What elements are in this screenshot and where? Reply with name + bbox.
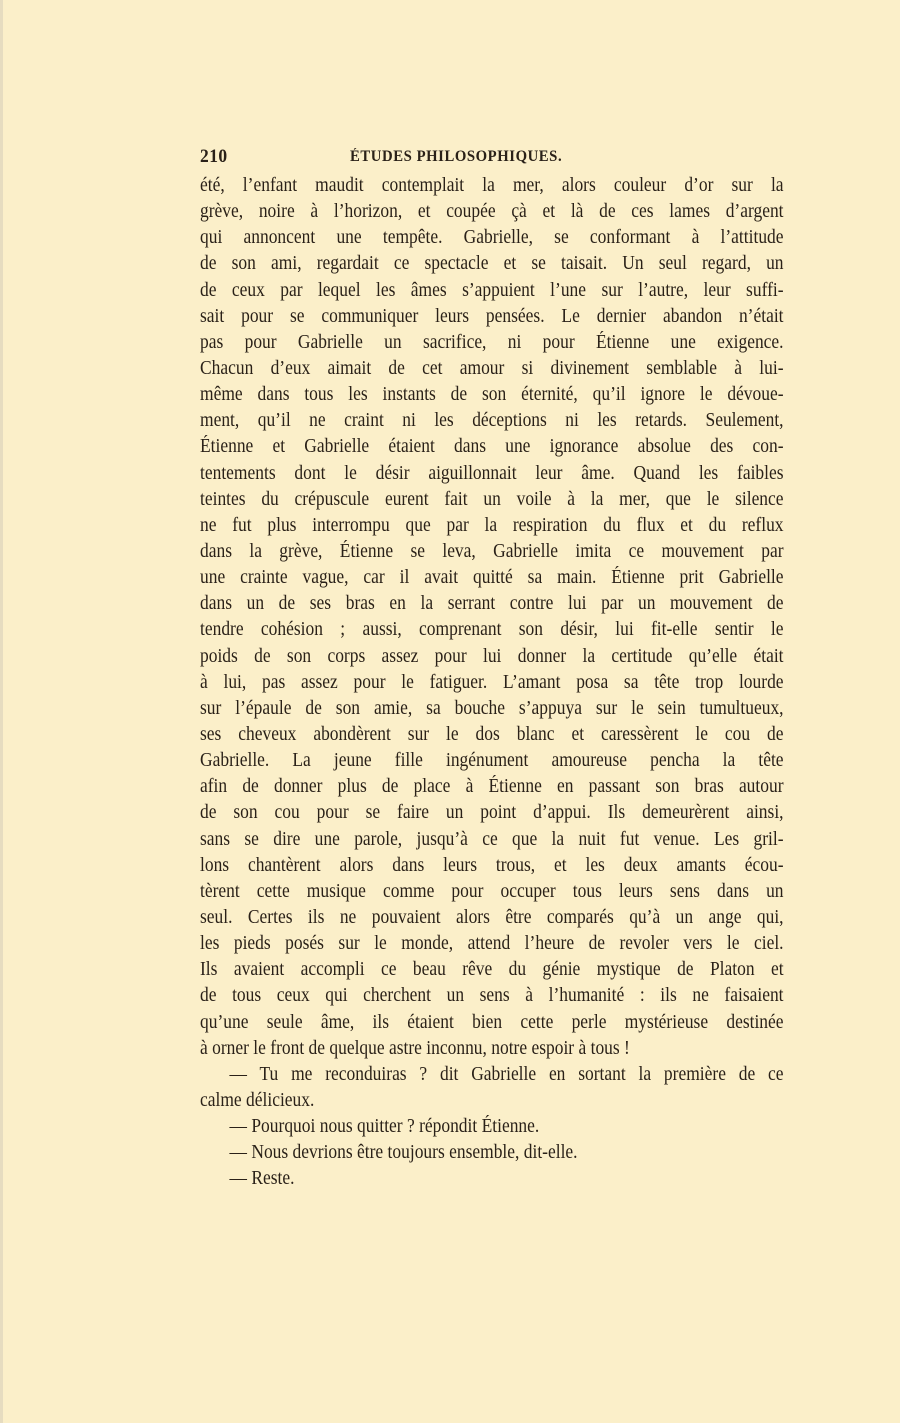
text-line: de son cou pour se faire un point d’appui. Ils demeurèrent ainsi, xyxy=(200,802,784,824)
dialogue-line: — Reste. xyxy=(229,1168,295,1190)
page-header xyxy=(200,146,785,172)
text-line: qu’une seule âme, ils étaient bien cette perle mystérieuse destinée xyxy=(200,1011,784,1033)
text-line: sur l’épaule de son amie, sa bouche s’appuya sur le sein tumultueux, xyxy=(200,697,784,719)
dialogue-line: — Tu me reconduiras ? dit Gabrielle en sortant la première de ce xyxy=(229,1063,784,1085)
text-line: calme délicieux. xyxy=(200,1089,315,1111)
text-line: teintes du crépuscule eurent fait un voile à la mer, que le silence xyxy=(200,488,784,510)
page-edge xyxy=(0,0,3,1423)
text-line: même dans tous les instants de son éternité, qu’il ignore le dévoue- xyxy=(200,384,784,406)
text-line: été, l’enfant maudit contemplait la mer, alors couleur d’or sur la xyxy=(200,175,784,196)
text-line: les pieds posés sur le monde, attend l’heure de revoler vers le ciel. xyxy=(200,933,784,955)
text-line: ne fut plus interrompu que par la respiration du flux et du reflux xyxy=(200,514,784,536)
text-line: tendre cohésion ; aussi, comprenant son désir, lui fit-elle sentir le xyxy=(200,619,784,641)
text-line: poids de son corps assez pour lui donner la certitude qu’elle était xyxy=(200,645,784,667)
text-line: de tous ceux qui cherchent un sens à l’humanité : ils ne faisaient xyxy=(200,985,784,1007)
text-line: de ceux par lequel les âmes s’appuient l’une sur l’autre, leur suffi- xyxy=(200,279,784,301)
text-line: ses cheveux abondèrent sur le dos blanc et caressèrent le cou de xyxy=(200,723,784,745)
text-line: à orner le front de quelque astre inconnu, notre espoir à tous ! xyxy=(200,1037,630,1059)
text-line: Chacun d’eux aimait de cet amour si divinement semblable à lui- xyxy=(200,357,784,379)
dialogue-line: — Pourquoi nous quitter ? répondit Étienne. xyxy=(229,1116,540,1138)
text-line: à lui, pas assez pour le fatiguer. L’amant posa sa tête trop lourde xyxy=(200,671,784,693)
running-title: ÉTUDES PHILOSOPHIQUES. xyxy=(350,148,563,165)
text-line: tèrent cette musique comme pour occuper tous leurs sens dans un xyxy=(200,880,784,902)
text-line: sans se dire une parole, jusqu’à ce que la nuit fut venue. Les gril- xyxy=(200,828,784,850)
text-line: dans un de ses bras en la serrant contre lui par un mouvement de xyxy=(200,593,784,615)
dialogue-line: — Nous devrions être toujours ensemble, dit-elle. xyxy=(229,1142,578,1164)
text-line: de son ami, regardait ce spectacle et se taisait. Un seul regard, un xyxy=(200,253,784,275)
text-line: une crainte vague, car il avait quitté sa main. Étienne prit Gabrielle xyxy=(200,567,784,589)
body-text xyxy=(200,173,784,1192)
text-line: grève, noire à l’horizon, et coupée çà et là de ces lames d’argent xyxy=(200,201,784,223)
text-line: Gabrielle. La jeune fille ingénument amoureuse pencha la tête xyxy=(200,750,784,772)
text-line: qui annoncent une tempête. Gabrielle, se conformant à l’attitude xyxy=(200,227,784,249)
text-line: lons chantèrent alors dans leurs trous, et les deux amants écou- xyxy=(200,854,784,876)
text-line: pas pour Gabrielle un sacrifice, ni pour Étienne une exigence. xyxy=(200,331,784,353)
text-line: dans la grève, Étienne se leva, Gabrielle imita ce mouvement par xyxy=(200,540,784,562)
text-line: tentements dont le désir aiguillonnait leur âme. Quand les faibles xyxy=(200,462,784,484)
text-line: Étienne et Gabrielle étaient dans une ignorance absolue des con- xyxy=(200,436,784,458)
text-line: sait pour se communiquer leurs pensées. Le dernier abandon n’était xyxy=(200,305,784,327)
text-line: ment, qu’il ne craint ni les déceptions ni les retards. Seulement, xyxy=(200,410,784,432)
text-line: Ils avaient accompli ce beau rêve du génie mystique de Platon et xyxy=(200,959,784,981)
text-line: afin de donner plus de place à Étienne en passant son bras autour xyxy=(200,776,784,798)
text-line: seul. Certes ils ne pouvaient alors être comparés qu’à un ange qui, xyxy=(200,906,784,928)
page-number: 210 xyxy=(200,146,228,167)
